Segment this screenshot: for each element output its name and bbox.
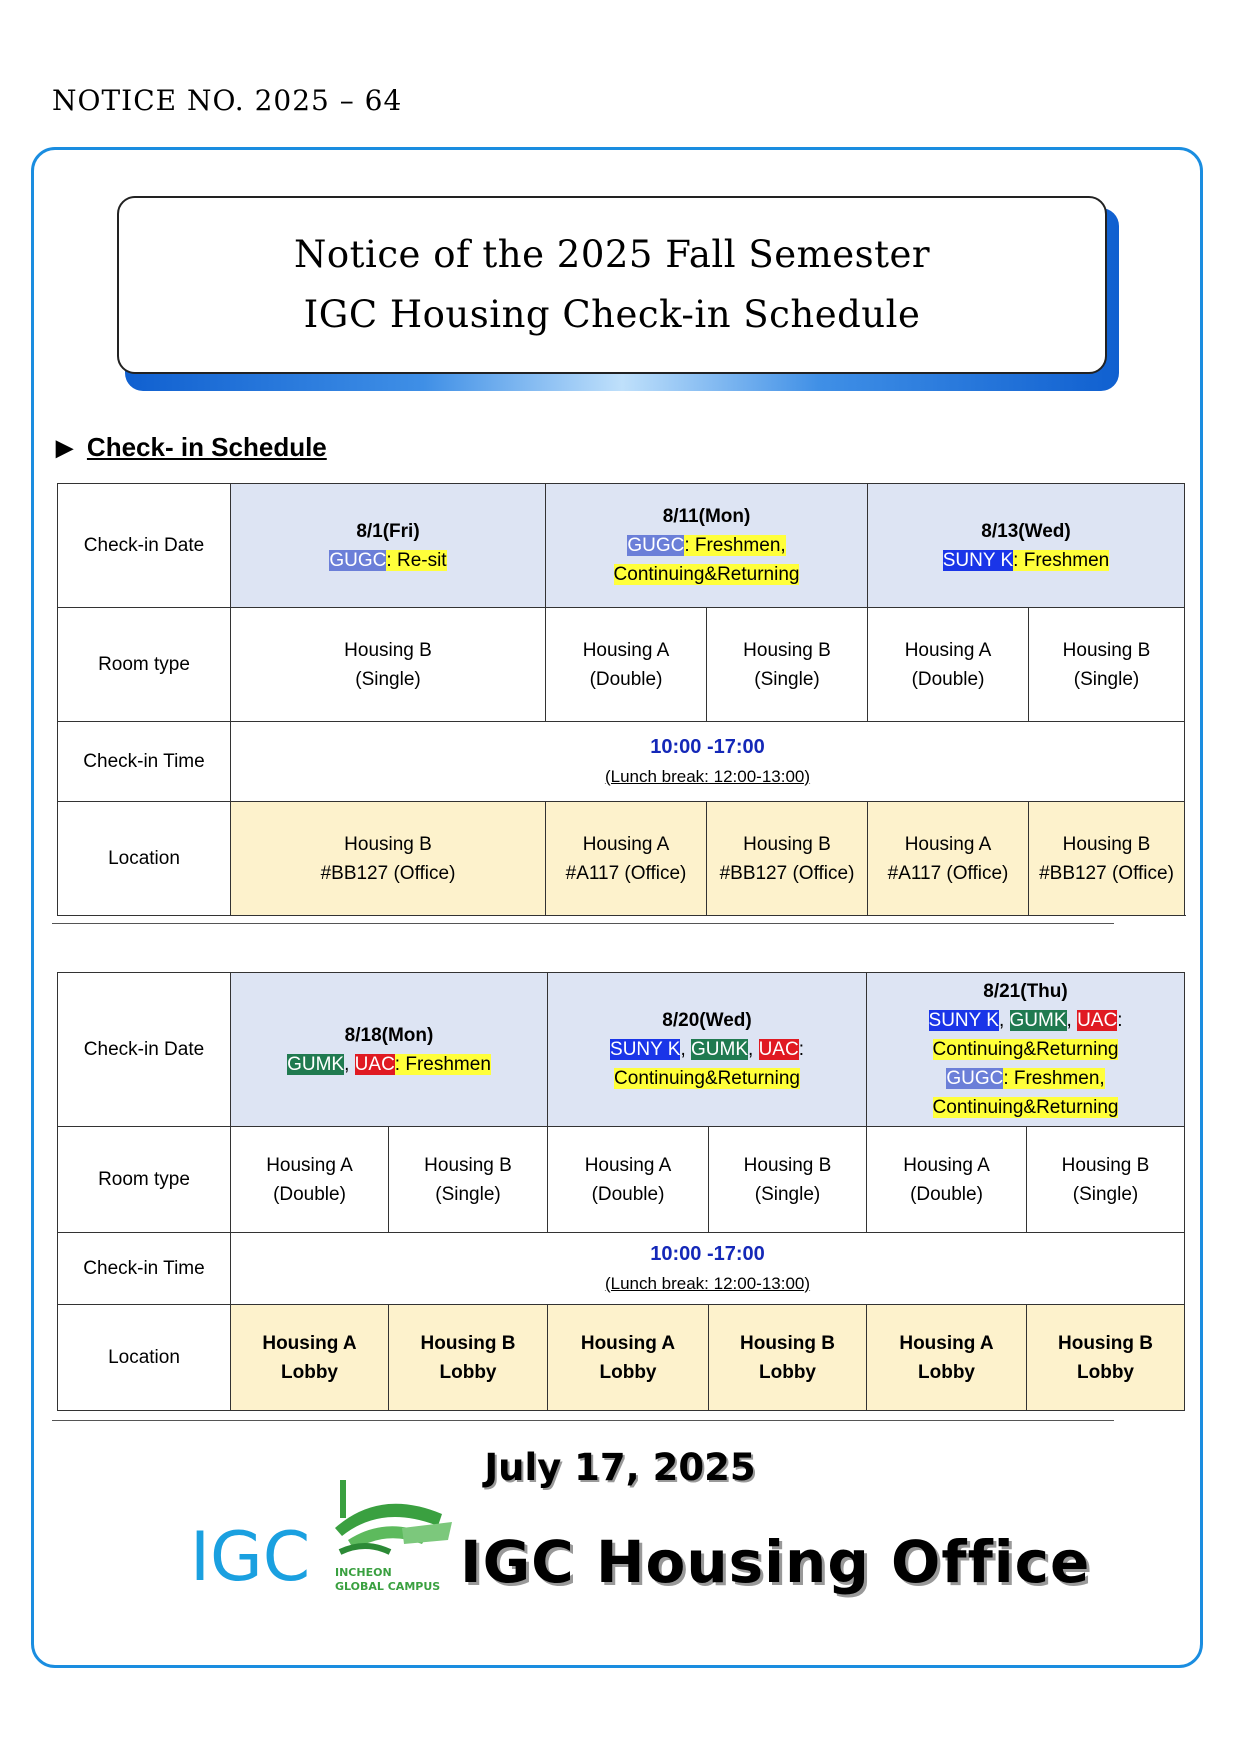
- notice-number: NOTICE NO. 2025 – 64: [52, 84, 403, 117]
- separator: :: [1117, 1010, 1123, 1031]
- tag-gugc: GUGC: [627, 535, 685, 556]
- group-text: Continuing&Returning: [613, 564, 800, 585]
- separator: ,: [680, 1039, 686, 1060]
- location-cell: [231, 802, 546, 916]
- date-label: 8/13(Wed): [981, 520, 1071, 542]
- date-cell: [548, 973, 867, 1127]
- room-type: (Single): [1073, 668, 1140, 690]
- triangle-bullet-icon: ▶: [56, 434, 73, 460]
- date-label: 8/21(Thu): [983, 981, 1068, 1002]
- group-text: : Freshmen,: [1003, 1068, 1105, 1089]
- location-place: Lobby: [281, 1361, 338, 1383]
- tag-uac: UAC: [1077, 1010, 1118, 1031]
- separator: ,: [998, 1010, 1005, 1031]
- room-name: Housing B: [1062, 639, 1151, 661]
- group-text: :: [386, 549, 397, 571]
- group-text: : Freshmen: [394, 1053, 491, 1075]
- row-header-room: Room type: [58, 1127, 231, 1233]
- schedule-table-2: [57, 972, 1185, 1411]
- row-header-date: Check-in Date: [58, 973, 231, 1127]
- time-range: 10:00 -17:00: [650, 1242, 765, 1265]
- igc-logo: [190, 1470, 460, 1600]
- date-label: 8/11(Mon): [662, 506, 751, 527]
- tag-gugc: GUGC: [946, 1068, 1004, 1089]
- room-cell: [1027, 1127, 1185, 1233]
- location-place: #BB127 (Office): [719, 862, 855, 884]
- room-name: Housing B: [743, 639, 831, 661]
- location-place: Lobby: [1077, 1361, 1134, 1383]
- room-type: (Double): [591, 1183, 665, 1205]
- room-name: Housing A: [904, 639, 992, 661]
- separator: ,: [1066, 1010, 1072, 1031]
- room-name: Housing A: [903, 1154, 990, 1176]
- table-row: [58, 1233, 1185, 1305]
- group-text: Continuing&Returning: [932, 1097, 1119, 1118]
- room-name: Housing B: [1061, 1154, 1150, 1176]
- location-cell: [231, 1305, 389, 1411]
- table-row: [58, 722, 1185, 802]
- location-cell: [709, 1305, 867, 1411]
- office-name: IGC Housing Office: [460, 1528, 1091, 1596]
- room-type: (Single): [435, 1183, 501, 1205]
- location-name: Housing A: [582, 833, 670, 855]
- room-cell: [707, 608, 868, 722]
- location-name: Housing A: [262, 1332, 357, 1354]
- location-cell: [707, 802, 868, 916]
- location-name: Housing A: [580, 1332, 676, 1354]
- table-row: [58, 1305, 1185, 1411]
- section-heading-text: Check- in Schedule: [86, 432, 327, 462]
- logo-subtitle-1: INCHEON: [335, 1566, 392, 1579]
- group-text: Continuing&Returning: [614, 1068, 800, 1089]
- group-text: : Freshmen: [1013, 549, 1110, 571]
- separator: ,: [344, 1053, 350, 1075]
- time-range: 10:00 -17:00: [650, 735, 765, 758]
- location-cell: [546, 802, 707, 916]
- tag-suny: SUNY K: [942, 549, 1014, 571]
- location-place: Lobby: [759, 1361, 816, 1383]
- date-cell: [231, 484, 546, 608]
- room-type: (Single): [1072, 1183, 1139, 1205]
- title-box: [117, 196, 1107, 374]
- location-cell: [548, 1305, 709, 1411]
- lunch-break: (Lunch break: 12:00-13:00): [604, 1273, 811, 1293]
- location-place: Lobby: [439, 1361, 497, 1383]
- room-type: (Double): [589, 668, 663, 690]
- table-row: [58, 484, 1185, 608]
- room-cell: [867, 1127, 1027, 1233]
- schedule-table-1: [57, 483, 1185, 916]
- location-name: Housing B: [740, 1332, 835, 1354]
- location-cell: [1027, 1305, 1185, 1411]
- location-name: Housing A: [899, 1332, 994, 1354]
- row-header-time: Check-in Time: [58, 1233, 231, 1305]
- location-name: Housing A: [904, 833, 992, 855]
- room-name: Housing B: [743, 1154, 832, 1176]
- time-cell: [231, 1233, 1185, 1305]
- room-cell: [709, 1127, 867, 1233]
- room-cell: [1029, 608, 1185, 722]
- date-cell: [546, 484, 868, 608]
- table-row: [58, 973, 1185, 1127]
- group-text: Continuing&Returning: [932, 1039, 1119, 1060]
- room-type: (Double): [911, 668, 985, 690]
- separator: :: [798, 1039, 804, 1060]
- tag-gugc: GUGC: [329, 549, 387, 571]
- room-cell: [548, 1127, 709, 1233]
- table-row: [58, 1127, 1185, 1233]
- location-name: Housing B: [743, 833, 831, 855]
- tag-gumk: GUMK: [1009, 1010, 1067, 1031]
- table-row: [58, 608, 1185, 722]
- location-place: #A117 (Office): [887, 862, 1009, 884]
- room-name: Housing B: [424, 1154, 512, 1176]
- date-label: 8/20(Wed): [662, 1010, 752, 1031]
- row-header-time: Check-in Time: [58, 722, 231, 802]
- location-place: #BB127 (Office): [1039, 862, 1174, 884]
- room-cell: [231, 608, 546, 722]
- location-cell: [867, 1305, 1027, 1411]
- separator: ,: [748, 1039, 754, 1060]
- time-cell: [231, 722, 1185, 802]
- tag-gumk: GUMK: [287, 1053, 345, 1075]
- location-place: #BB127 (Office): [320, 862, 456, 884]
- tag-suny: SUNY K: [928, 1010, 999, 1031]
- row-header-location: Location: [58, 1305, 231, 1411]
- lunch-break: (Lunch break: 12:00-13:00): [604, 766, 811, 786]
- row-header-location: Location: [58, 802, 231, 916]
- tag-uac: UAC: [758, 1039, 799, 1060]
- location-cell: [389, 1305, 548, 1411]
- date-cell: [868, 484, 1185, 608]
- room-type: (Single): [355, 668, 421, 690]
- title-line-1: Notice of the 2025 Fall Semester: [293, 233, 931, 276]
- location-place: #A117 (Office): [565, 862, 687, 884]
- location-name: Housing B: [420, 1332, 516, 1354]
- title-line-2: IGC Housing Check-in Schedule: [303, 293, 921, 336]
- location-name: Housing B: [344, 833, 432, 855]
- tag-suny: SUNY K: [610, 1039, 681, 1060]
- room-name: Housing B: [344, 639, 432, 661]
- date-cell: [231, 973, 548, 1127]
- tag-gumk: GUMK: [691, 1039, 748, 1060]
- room-cell: [231, 1127, 389, 1233]
- group-text: : Freshmen,: [684, 535, 786, 556]
- date-label: 8/18(Mon): [344, 1024, 434, 1046]
- room-type: (Single): [754, 1183, 821, 1205]
- location-cell: [868, 802, 1029, 916]
- room-name: Housing A: [584, 1154, 672, 1176]
- location-name: Housing B: [1062, 833, 1151, 855]
- table-row: [58, 802, 1185, 916]
- date-label: 8/1(Fri): [356, 520, 420, 542]
- room-cell: [546, 608, 707, 722]
- campus-building-icon: [335, 1480, 452, 1552]
- row-header-date: Check-in Date: [58, 484, 231, 608]
- row-header-room: Room type: [58, 608, 231, 722]
- notice-date: July 17, 2025: [484, 1446, 756, 1489]
- tag-uac: UAC: [354, 1053, 395, 1075]
- logo-text: IGC: [190, 1518, 311, 1597]
- room-cell: [389, 1127, 548, 1233]
- logo-subtitle-2: GLOBAL CAMPUS: [335, 1580, 441, 1593]
- room-type: (Double): [273, 1183, 346, 1205]
- location-place: Lobby: [599, 1361, 657, 1383]
- location-place: Lobby: [918, 1361, 975, 1383]
- divider-line: [52, 1420, 1114, 1421]
- room-name: Housing A: [582, 639, 670, 661]
- group-text: Re-sit: [396, 549, 447, 571]
- room-type: (Double): [910, 1183, 983, 1205]
- room-cell: [868, 608, 1029, 722]
- date-cell: [867, 973, 1185, 1127]
- room-name: Housing A: [266, 1154, 353, 1176]
- location-cell: [1029, 802, 1185, 916]
- location-name: Housing B: [1058, 1332, 1153, 1354]
- divider-line: [52, 923, 1114, 924]
- room-type: (Single): [754, 668, 820, 690]
- section-heading: [56, 432, 327, 463]
